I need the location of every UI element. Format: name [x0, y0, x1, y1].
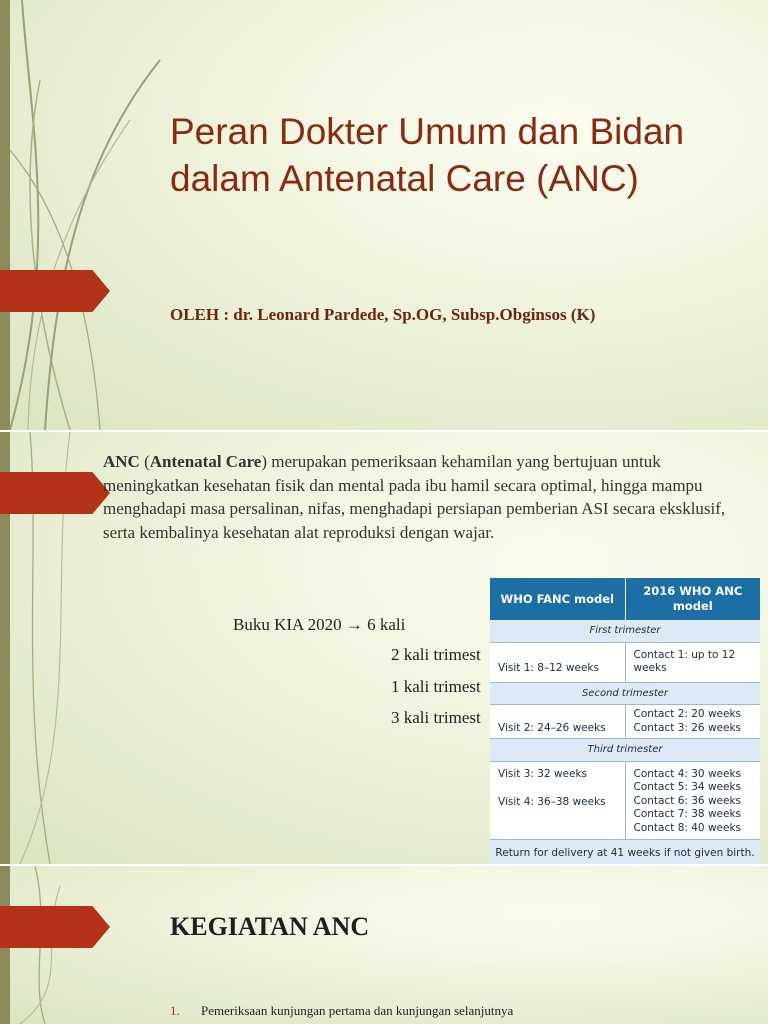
visit-line-2: 1 kali trimest — [391, 677, 481, 696]
cell-line: Contact 3: 26 weeks — [633, 721, 742, 734]
cell-line: Contact 4: 30 weeks — [633, 767, 742, 780]
cell-contact-1: Contact 1: up to 12 weeks — [625, 642, 760, 682]
visit-line-3: 3 kali trimest — [391, 708, 481, 727]
buku-kia-line: Buku KIA 2020 → 6 kali — [233, 615, 406, 634]
table-section-row — [490, 620, 760, 642]
vine-decoration — [0, 0, 180, 430]
slide-title: Peran Dokter Umum dan Bidan dalam Antenatal Care (ANC) — [170, 111, 685, 199]
list-item — [170, 1003, 513, 1019]
kegiatan-slide — [0, 866, 768, 1024]
slide-subtitle: OLEH : dr. Leonard Pardede, Sp.OG, Subsp.Obginsos (K) — [170, 305, 596, 324]
paren-open: ( — [139, 452, 150, 471]
section-second-trimester: Second trimester — [490, 682, 760, 705]
red-arrow-marker — [0, 906, 110, 948]
anc-comparison-table — [490, 578, 760, 864]
table-header-row — [490, 578, 760, 620]
table-row — [490, 705, 760, 739]
cell-line: Visit 3: 32 weeks — [498, 767, 588, 780]
table-section-row — [490, 682, 760, 705]
definition-slide — [0, 432, 768, 864]
cell-visit-1: Visit 1: 8–12 weeks — [490, 642, 625, 682]
cell-line: Contact 2: 20 weeks — [633, 708, 742, 720]
anc-definition-paragraph — [103, 450, 753, 544]
cell-line: Contact 5: 34 weeks — [633, 781, 742, 793]
cell-visit-2: Visit 2: 24–26 weeks — [490, 705, 625, 739]
list-item-text: Pemeriksaan kunjungan pertama dan kunjungan selanjutnya — [201, 1003, 514, 1018]
anc-term: ANC — [103, 452, 140, 471]
section-heading: KEGIATAN ANC — [170, 912, 370, 941]
visit-line-1: 2 kali trimest — [391, 645, 481, 664]
section-first-trimester: First trimester — [490, 620, 760, 642]
cell-line: Visit 4: 36–38 weeks — [498, 796, 606, 808]
table-section-row — [490, 739, 760, 762]
red-arrow-marker — [0, 270, 110, 312]
anc-full-term: Antenatal Care — [149, 452, 262, 471]
list-number: 1. — [170, 1003, 180, 1018]
cell-contacts-4-8 — [625, 761, 760, 840]
title-slide — [0, 0, 768, 430]
table-footer-row — [490, 840, 760, 865]
anc-definition-text: ) merupakan pemeriksaan kehamilan yang bertujuan untuk meningkatkan kesehatan fisik dan mental pada ibu hamil secara optimal, hingga mampu menghadapi masa persalinan, nifas, menghadapi persiapan pemberian ASI secara eksklusif, serta kembalinya kesehatan alat reproduksi dengan wajar. — [103, 452, 726, 542]
red-arrow-marker — [0, 472, 110, 514]
table-footer-note: Return for delivery at 41 weeks if not given birth. — [490, 840, 760, 865]
cell-line: Contact 7: 38 weeks — [633, 808, 742, 820]
header-who-fanc: WHO FANC model — [490, 578, 625, 620]
cell-contacts-2-3 — [625, 705, 760, 739]
table-row — [490, 761, 760, 840]
cell-line: Contact 8: 40 weeks — [633, 821, 742, 834]
table-row — [490, 642, 760, 682]
section-third-trimester: Third trimester — [490, 739, 760, 762]
cell-line: Contact 6: 36 weeks — [633, 794, 742, 807]
cell-visits-3-4 — [490, 761, 625, 840]
header-who-anc-2016: 2016 WHO ANC model — [625, 578, 760, 620]
